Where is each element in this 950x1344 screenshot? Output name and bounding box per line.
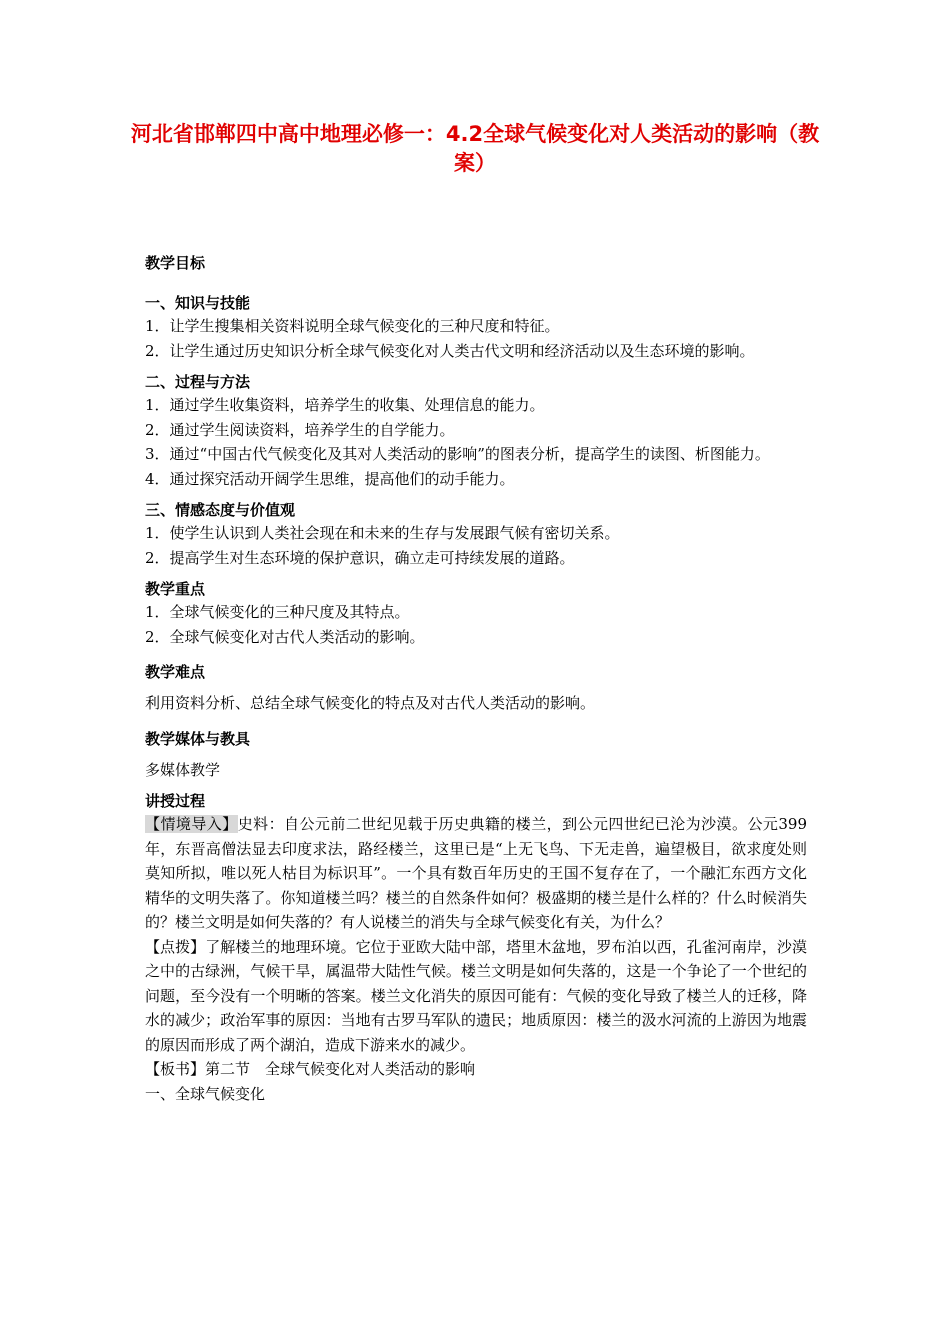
knowledge-heading: 一、知识与技能: [145, 294, 251, 312]
key-points-heading: 教学重点: [145, 580, 206, 598]
media-heading: 教学媒体与教具: [145, 729, 251, 748]
knowledge-item: 1．让学生搜集相关资料说明全球气候变化的三种尺度和特征。: [145, 317, 560, 335]
intro-paragraph: [145, 812, 807, 935]
attitude-item: 1．使学生认识到人类社会现在和未来的生存与发展跟气候有密切关系。: [145, 524, 620, 542]
board-text: 第二节 全球气候变化对人类活动的影响: [205, 1060, 476, 1078]
intro-text: 史料：自公元前二世纪见载于历史典籍的楼兰，到公元四世纪已沦为沙漠。公元399 年，东晋高僧法显去印度求法，路经楼兰，这里已是“上无飞鸟、下无走兽，遍望极目，欲求度处则莫知所拟，唯以死人枯目为标识耳”。一个具有数百年历史的王国不复存在了，一个融汇东西方文化精华的文明失落了。你知道楼兰吗？楼兰的自然条件如何？极盛期的楼兰是什么样的？什么时候消失的？楼兰文明是如何失落的？有人说楼兰的消失与全球气候变化有关，为什么？: [145, 815, 807, 931]
document-body: [145, 252, 807, 1106]
media-text: 多媒体教学: [145, 760, 221, 779]
board-tag: 【板书】: [145, 1060, 206, 1078]
process-item: 2．通过学生阅读资料，培养学生的自学能力。: [145, 420, 455, 439]
attitude-item: 2．提高学生对生态环境的保护意识，确立走可持续发展的道路。: [145, 548, 575, 567]
key-point-item: 2．全球气候变化对古代人类活动的影响。: [145, 627, 425, 646]
attitude-heading: 三、情感态度与价值观: [145, 501, 296, 519]
hint-tag: 【点拨】: [145, 937, 206, 956]
intro-tag: 【情境导入】: [145, 815, 238, 833]
process-item: 4．通过探究活动开阔学生思维，提高他们的动手能力。: [145, 469, 515, 488]
teaching-process-heading: 讲授过程: [145, 792, 206, 810]
board-paragraph: [145, 1057, 807, 1082]
difficulties-heading: 教学难点: [145, 663, 206, 681]
document-title: 河北省邯郸四中高中地理必修一：4.2全球气候变化对人类活动的影响（教案）: [130, 122, 820, 175]
hint-paragraph: [145, 935, 807, 1058]
board-subheading: 一、全球气候变化: [145, 1084, 266, 1103]
knowledge-item: 2．让学生通过历史知识分析全球气候变化对人类古代文明和经济活动以及生态环境的影响。: [145, 341, 755, 360]
process-item: 1．通过学生收集资料，培养学生的收集、处理信息的能力。: [145, 396, 545, 414]
process-heading: 二、过程与方法: [145, 373, 251, 391]
process-item: 3．通过“中国古代气候变化及其对人类活动的影响”的图表分析，提高学生的读图、析图能力。: [145, 445, 770, 463]
key-point-item: 1．全球气候变化的三种尺度及其特点。: [145, 603, 410, 621]
difficulties-text: 利用资料分析、总结全球气候变化的特点及对古代人类活动的影响。: [145, 694, 596, 712]
objectives-heading: 教学目标: [145, 254, 206, 272]
hint-text: 了解楼兰的地理环境。它位于亚欧大陆中部，塔里木盆地，罗布泊以西，孔雀河南岸，沙漠之中的古绿洲，气候干旱，属温带大陆性气候。楼兰文明是如何失落的，这是一个争论了一个世纪的问题，至今没有一个明晰的答案。楼兰文化消失的原因可能有：气候的变化导致了楼兰人的迁移，降水的减少；政治军事的原因：当地有古罗马军队的遗民；地质原因：楼兰的汲水河流的上游因为地震的原因而形成了两个湖泊，造成下游来水的减少。: [145, 937, 807, 1054]
